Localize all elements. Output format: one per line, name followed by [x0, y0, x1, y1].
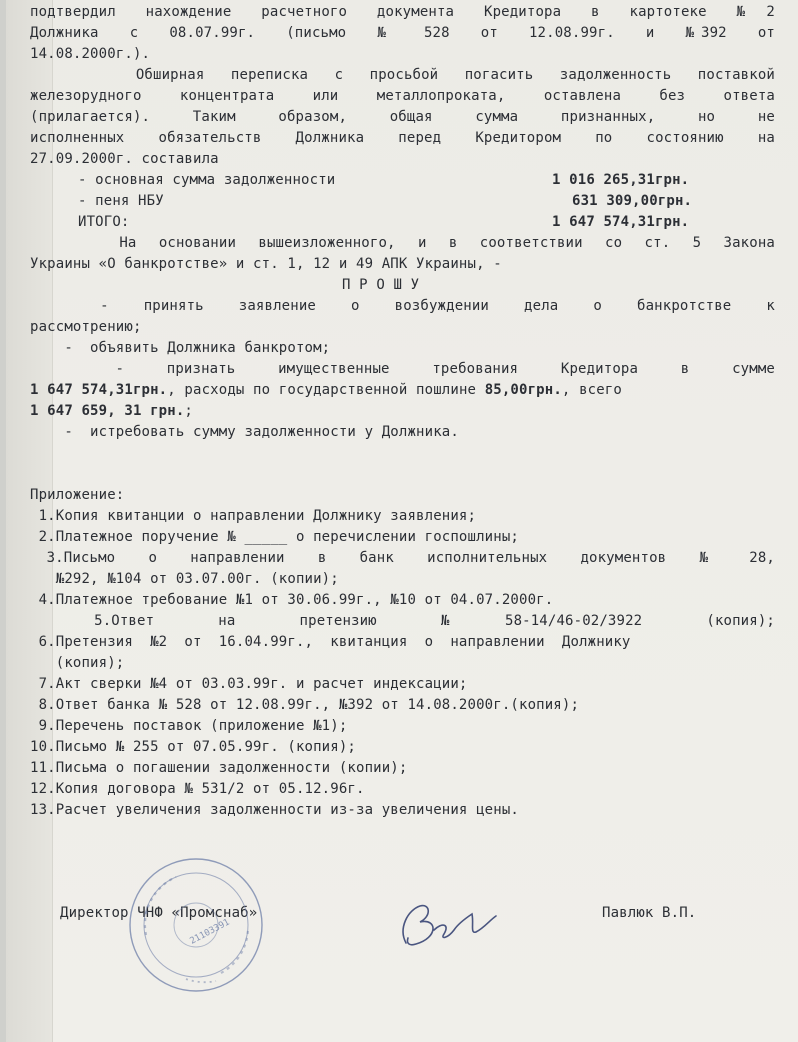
appendix-item: 13.Расчет увеличения задолженности из-за увеличения цены.: [30, 802, 519, 818]
appendix-item: 9.Перечень поставок (приложение №1);: [30, 718, 348, 734]
round-stamp: [126, 855, 266, 995]
appendix-item: (копия);: [30, 655, 125, 671]
request-item: [30, 403, 193, 420]
total-text: , всего: [561, 382, 622, 398]
punctuation: ;: [184, 403, 194, 419]
request-item: - признать имущественные требования Кредитора в сумме: [30, 361, 775, 377]
request-item: - истребовать сумму задолженности у Должника.: [30, 424, 459, 440]
appendix-item: 3.Письмо о направлении в банк исполнительных документов № 28,: [30, 550, 775, 566]
stamp-number: 21103391: [188, 917, 232, 947]
debt-label: - основная сумма задолженности: [78, 172, 336, 188]
body-line: Украины «О банкротстве» и ст. 1, 12 и 49 АПК Украины, -: [30, 256, 502, 272]
signatory-name: Павлюк В.П.: [602, 905, 697, 921]
appendix-heading: Приложение:: [30, 487, 125, 503]
claim-amount: 1 647 574,31грн.: [30, 382, 168, 398]
appendix-item: 8.Ответ банка № 528 от 12.08.99г., №392 от 14.08.2000г.(копия);: [30, 697, 580, 713]
grand-total-amount: 1 647 659, 31 грн.: [30, 403, 185, 419]
appendix-item: 10.Письмо № 255 от 07.05.99г. (копия);: [30, 739, 356, 755]
total-label: ИТОГО:: [78, 214, 130, 230]
appendix-item: 11.Письма о погашении задолженности (копии);: [30, 760, 408, 776]
body-line: (прилагается). Таким образом, общая сумма признанных, но не: [30, 109, 775, 125]
total-value: 1 647 574,31грн.: [552, 214, 690, 230]
body-line: Обширная переписка с просьбой погасить задолженность поставкой: [30, 67, 775, 83]
handwritten-signature: [386, 888, 506, 958]
body-line: 14.08.2000г.).: [30, 46, 151, 62]
penalty-value: 631 309,00грн.: [572, 193, 693, 209]
appendix-item: 2.Платежное поручение № _____ о перечислении госпошлины;: [30, 529, 519, 545]
body-line: На основании вышеизложенного, и в соответствии со ст. 5 Закона: [30, 235, 775, 251]
body-line: 27.09.2000г. составила: [30, 151, 219, 167]
fee-text: , расходы по государственной пошлине: [167, 382, 485, 398]
appendix-item: 4.Платежное требование №1 от 30.06.99г., №10 от 04.07.2000г.: [30, 592, 554, 608]
request-item: - объявить Должника банкротом;: [30, 340, 331, 356]
appendix-item: №292, №104 от 03.07.00г. (копии);: [30, 571, 339, 587]
appendix-item: 12.Копия договора № 531/2 от 05.12.96г.: [30, 781, 365, 797]
fee-amount: 85,00грн.: [484, 382, 562, 398]
appendix-item: 6.Претензия №2 от 16.04.99г., квитанция о направлении Должнику: [30, 634, 631, 650]
penalty-label: - пеня НБУ: [78, 193, 164, 209]
document-page: [6, 0, 798, 1042]
request-item: [30, 382, 775, 399]
body-line: подтвердил нахождение расчетного документа Кредитора в картотеке №2: [30, 4, 775, 20]
appendix-item: 7.Акт сверки №4 от 03.03.99г. и расчет индексации;: [30, 676, 468, 692]
body-line: железорудного концентрата или металлопроката, оставлена без ответа: [30, 88, 775, 104]
request-item: - принять заявление о возбуждении дела о банкротстве к: [30, 298, 775, 314]
appendix-item: 1.Копия квитанции о направлении Должнику заявления;: [30, 508, 477, 524]
appendix-item: 5.Ответ на претензию №58-14/46-02/3922 (копия);: [30, 613, 775, 629]
request-item: рассмотрению;: [30, 319, 142, 335]
body-line: исполненных обязательств Должника перед Кредитором по состоянию на: [30, 130, 775, 146]
debt-value: 1 016 265,31грн.: [552, 172, 690, 188]
request-heading: П Р О Ш У: [342, 277, 420, 293]
signatory-position: Директор ЧНФ «Промснаб»: [60, 905, 258, 921]
body-line: Должника с 08.07.99г. (письмо № 528 от 12.08.99г. и №392 от: [30, 25, 775, 41]
